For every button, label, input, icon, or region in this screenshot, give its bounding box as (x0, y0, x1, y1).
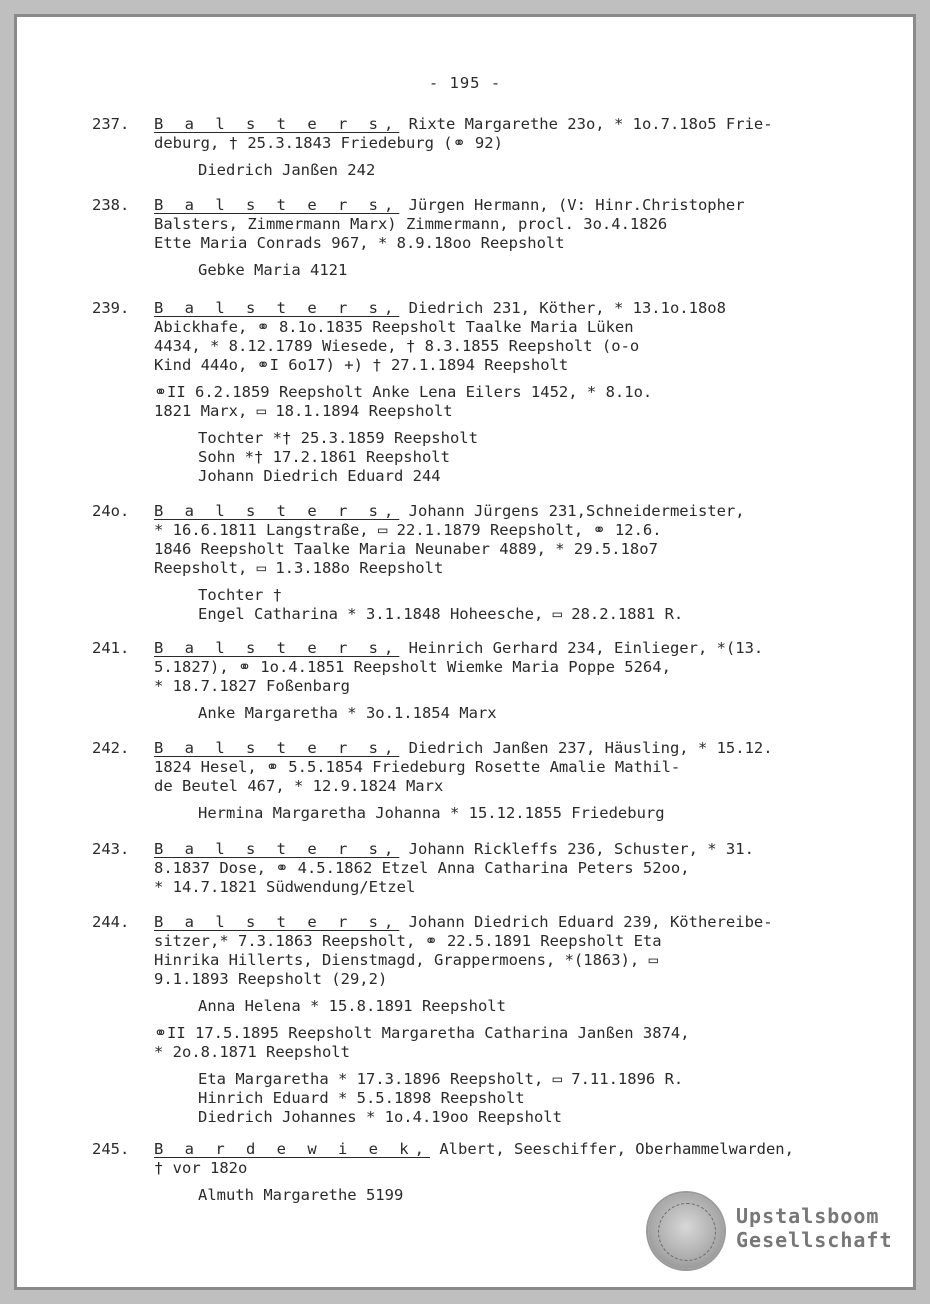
entry-line: Balsters, Zimmermann Marx) Zimmermann, procl. 3o.4.1826 (154, 215, 668, 233)
child-line: Tochter *† 25.3.1859 Reepsholt (198, 429, 478, 447)
second-marriage-line: ⚭II 17.5.1895 Reepsholt Margaretha Catharina Janßen 3874, (154, 1024, 690, 1042)
surname: B a r d e w i e k, (154, 1140, 430, 1158)
child-line: Hermina Margaretha Johanna * 15.12.1855 Friedeburg (198, 804, 665, 822)
entry-line: 9.1.1893 Reepsholt (29,2) (154, 970, 388, 988)
document-page (14, 14, 916, 1290)
child-line: Sohn *† 17.2.1861 Reepsholt (198, 448, 450, 466)
entry-number: 239. (92, 299, 130, 317)
entry-number: 244. (92, 913, 130, 931)
surname: B a l s t e r s, (154, 739, 400, 757)
entry-number: 238. (92, 196, 130, 214)
entry-number: 242. (92, 739, 130, 757)
child-line: Tochter † (198, 586, 282, 604)
entry-line: * 16.6.1811 Langstraße, ▭ 22.1.1879 Reepsholt, ⚭ 12.6. (154, 521, 662, 539)
entry-line: Diedrich 231, Köther, * 13.1o.18o8 (408, 299, 726, 317)
entry-line: Reepsholt, ▭ 1.3.188o Reepsholt (154, 559, 444, 577)
entry-240 (92, 502, 782, 624)
entry-line: Hinrika Hillerts, Dienstmagd, Grappermoens, *(1863), ▭ (154, 951, 658, 969)
entry-241 (92, 639, 782, 723)
child-line: Gebke Maria 4121 (198, 261, 348, 279)
entry-line: * 14.7.1821 Südwendung/Etzel (154, 878, 416, 896)
surname: B a l s t e r s, (154, 639, 400, 657)
child-line: Eta Margaretha * 17.3.1896 Reepsholt, ▭ 7.11.1896 R. (198, 1070, 684, 1088)
entry-line: Albert, Seeschiffer, Oberhammelwarden, (439, 1140, 794, 1158)
entry-line: 8.1837 Dose, ⚭ 4.5.1862 Etzel Anna Catharina Peters 52oo, (154, 859, 690, 877)
child-line: Diedrich Johannes * 1o.4.19oo Reepsholt (198, 1108, 562, 1126)
second-marriage-line: * 2o.8.1871 Reepsholt (154, 1043, 350, 1061)
entry-number: 24o. (92, 502, 130, 520)
entry-238 (92, 196, 782, 280)
entry-number: 245. (92, 1140, 130, 1158)
entry-number: 243. (92, 840, 130, 858)
entry-line: * 18.7.1827 Foßenbarg (154, 677, 350, 695)
entry-line: deburg, † 25.3.1843 Friedeburg (⚭ 92) (154, 134, 503, 152)
entry-242 (92, 739, 782, 823)
entry-line: Jürgen Hermann, (V: Hinr.Christopher (408, 196, 745, 214)
child-line: Johann Diedrich Eduard 244 (198, 467, 441, 485)
entry-244 (92, 913, 782, 1127)
entry-line: Ette Maria Conrads 967, * 8.9.18oo Reepsholt (154, 234, 565, 252)
surname: B a l s t e r s, (154, 115, 400, 133)
child-line: Anna Helena * 15.8.1891 Reepsholt (198, 997, 506, 1015)
second-marriage-line: ⚭II 6.2.1859 Reepsholt Anke Lena Eilers 1452, * 8.1o. (154, 383, 653, 401)
entry-line: Johann Jürgens 231,Schneidermeister, (408, 502, 745, 520)
entry-line: † vor 182o (154, 1159, 248, 1177)
entry-line: Rixte Margarethe 23o, * 1o.7.18o5 Frie- (408, 115, 773, 133)
entry-number: 241. (92, 639, 130, 657)
surname: B a l s t e r s, (154, 913, 400, 931)
watermark-line: Gesellschaft (736, 1228, 893, 1252)
entry-line: Johann Diedrich Eduard 239, Köthereibe- (408, 913, 773, 931)
child-line: Almuth Margarethe 5199 (198, 1186, 404, 1204)
entry-line: de Beutel 467, * 12.9.1824 Marx (154, 777, 444, 795)
child-line: Diedrich Janßen 242 (198, 161, 376, 179)
entry-line: sitzer,* 7.3.1863 Reepsholt, ⚭ 22.5.1891 Reepsholt Eta (154, 932, 662, 950)
entry-243 (92, 840, 782, 897)
entry-line: Abickhafe, ⚭ 8.1o.1835 Reepsholt Taalke Maria Lüken (154, 318, 634, 336)
entry-line: Diedrich Janßen 237, Häusling, * 15.12. (408, 739, 773, 757)
page-number: - 195 - (428, 74, 502, 92)
entry-line: Johann Rickleffs 236, Schuster, * 31. (408, 840, 754, 858)
watermark-line: Upstalsboom (736, 1204, 880, 1228)
entry-line: Heinrich Gerhard 234, Einlieger, *(13. (408, 639, 764, 657)
child-line: Anke Margaretha * 3o.1.1854 Marx (198, 704, 497, 722)
entry-number: 237. (92, 115, 130, 133)
entry-line: 1846 Reepsholt Taalke Maria Neunaber 4889, * 29.5.18o7 (154, 540, 658, 558)
second-marriage-line: 1821 Marx, ▭ 18.1.1894 Reepsholt (154, 402, 453, 420)
child-line: Engel Catharina * 3.1.1848 Hoheesche, ▭ 28.2.1881 R. (198, 605, 684, 623)
entry-line: 5.1827), ⚭ 1o.4.1851 Reepsholt Wiemke Maria Poppe 5264, (154, 658, 671, 676)
surname: B a l s t e r s, (154, 840, 400, 858)
entry-line: Kind 444o, ⚭I 6o17) +) † 27.1.1894 Reepsholt (154, 356, 569, 374)
child-line: Hinrich Eduard * 5.5.1898 Reepsholt (198, 1089, 525, 1107)
surname: B a l s t e r s, (154, 196, 400, 214)
entry-237 (92, 115, 782, 180)
seal-logo-icon (648, 1193, 724, 1269)
surname: B a l s t e r s, (154, 299, 400, 317)
entry-line: 4434, * 8.12.1789 Wiesede, † 8.3.1855 Reepsholt (o-o (154, 337, 640, 355)
surname: B a l s t e r s, (154, 502, 400, 520)
entry-239 (92, 299, 782, 486)
watermark-brand (736, 1204, 893, 1252)
entry-line: 1824 Hesel, ⚭ 5.5.1854 Friedeburg Rosette Amalie Mathil- (154, 758, 681, 776)
